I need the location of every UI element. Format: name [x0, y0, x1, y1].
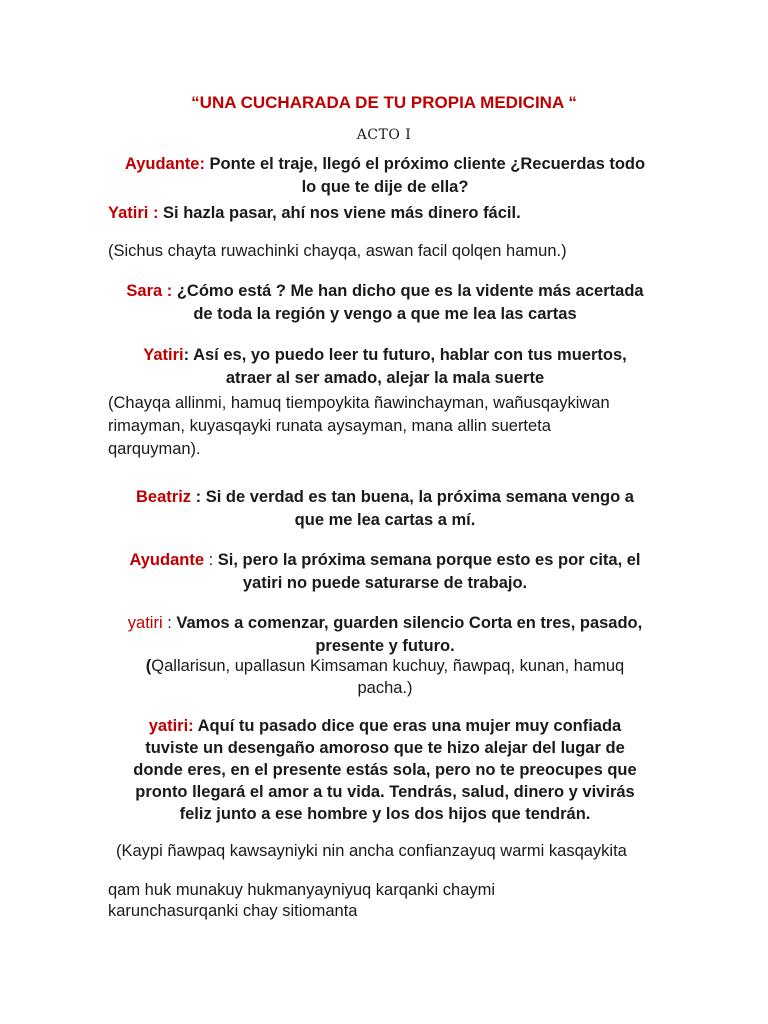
translation-line: karunchasurqanki chay sitiomanta	[108, 902, 358, 920]
speaker-name: Beatriz	[136, 488, 192, 506]
dialogue-text: presente y futuro.	[315, 637, 455, 655]
dialogue-text: tuviste un desengaño amoroso que te hizo alejar del lugar de	[145, 739, 625, 757]
dialogue-text: Ponte el traje, llegó el próximo cliente ¿Recuerdas todo	[204, 155, 646, 173]
dialogue-yatiri-1	[108, 202, 521, 224]
dialogue-text: Si, pero la próxima semana porque esto es por cita, el	[217, 551, 641, 569]
dialogue-text: donde eres, en el presente estás sola, pero no te preocupes que	[133, 761, 637, 779]
dialogue-text: yatiri no puede saturarse de trabajo.	[242, 574, 528, 592]
speaker-name: yatiri:	[148, 717, 194, 735]
speaker-name: Sara :	[126, 282, 173, 300]
speaker-name: Ayudante	[129, 551, 205, 569]
document-title: “UNA CUCHARADA DE TU PROPIA MEDICINA “	[191, 93, 577, 112]
dialogue-line	[90, 280, 680, 302]
dialogue-text: : Así es, yo puedo leer tu futuro, hablar con tus muertos,	[183, 346, 627, 364]
quechua-translation: (Sichus chayta ruwachinki chayqa, aswan facil qolqen hamun.)	[108, 242, 567, 260]
dialogue-text: que me lea cartas a mí.	[294, 511, 476, 529]
dialogue-line	[90, 715, 680, 737]
open-paren: (	[145, 657, 152, 675]
dialogue-text: ¿Cómo está ? Me han dicho que es la vidente más acertada	[172, 282, 644, 300]
translation-line	[90, 655, 680, 677]
dialogue-text: atraer al ser amado, alejar la mala suerte	[225, 369, 545, 387]
dialogue-text: Si de verdad es tan buena, la próxima semana vengo a	[205, 488, 634, 506]
quechua-translation: (Kaypi ñawpaq kawsayniyki nin ancha confianzayuq warmi kasqaykita	[116, 842, 627, 860]
speaker-name: yatiri	[127, 614, 163, 632]
translation-line: qam huk munakuy hukmanyayniyuq karqanki chaymi	[108, 881, 496, 899]
dialogue-line	[90, 153, 680, 175]
speaker-name: Yatiri	[143, 346, 184, 364]
translation-line: pacha.)	[357, 679, 413, 697]
dialogue-line	[90, 549, 680, 571]
dialogue-text: de toda la región y vengo a que me lea las cartas	[193, 305, 577, 323]
speaker-separator: :	[204, 551, 218, 569]
dialogue-line	[90, 344, 680, 366]
translation-text: Qallarisun, upallasun Kimsaman kuchuy, ñawpaq, kunan, hamuq	[151, 657, 625, 675]
dialogue-text: lo que te dije de ella?	[301, 178, 469, 196]
translation-line: (Chayqa allinmi, hamuq tiempoykita ñawinchayman, wañusqaykiwan	[108, 394, 610, 412]
speaker-separator: :	[162, 614, 177, 632]
dialogue-text: Vamos a comenzar, guarden silencio Corta en tres, pasado,	[176, 614, 643, 632]
dialogue-text: Aquí tu pasado dice que eras una mujer muy confiada	[193, 717, 622, 735]
dialogue-line	[90, 612, 680, 634]
speaker-name: Yatiri :	[108, 204, 159, 222]
dialogue-line	[90, 486, 680, 508]
translation-line: rimayman, kuyasqayki runata aysayman, mana allin suerteta	[108, 417, 551, 435]
translation-line: qarquyman).	[108, 440, 201, 458]
dialogue-text: pronto llegará el amor a tu vida. Tendrás, salud, dinero y vivirás	[135, 783, 635, 801]
speaker-name: Ayudante:	[124, 155, 205, 173]
speaker-separator: :	[191, 488, 206, 506]
act-heading: ACTO I	[356, 127, 412, 143]
dialogue-text: feliz junto a ese hombre y los dos hijos que tendrán.	[179, 805, 591, 823]
dialogue-text: Si hazla pasar, ahí nos viene más dinero fácil.	[158, 204, 521, 222]
